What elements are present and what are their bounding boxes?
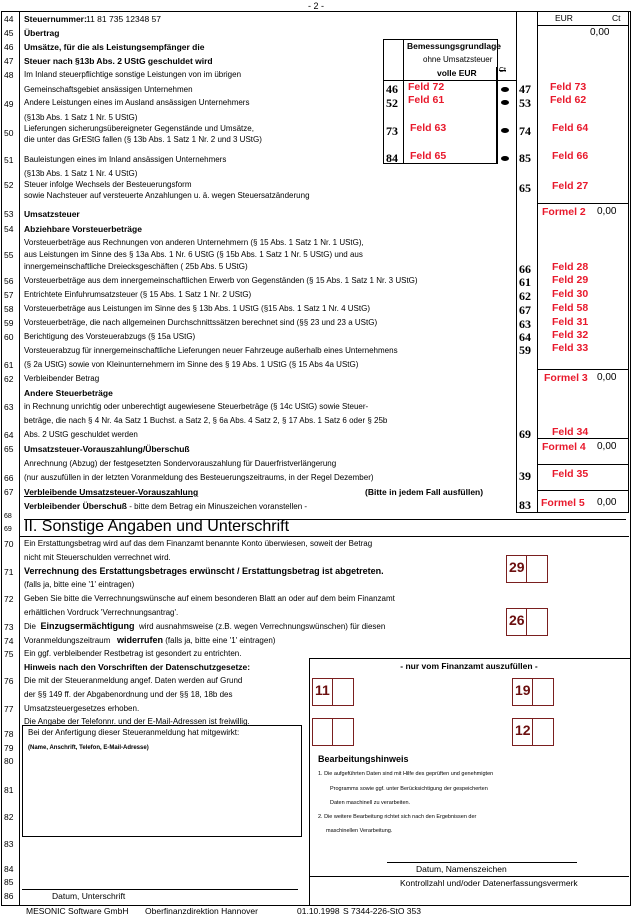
field-27[interactable]: Feld 27 <box>552 180 589 192</box>
line-number: 65 <box>4 444 14 454</box>
row-48-text: Im Inland steuerpflichtige sonstige Leistungen von im übrigen <box>24 70 242 79</box>
field-72[interactable]: Feld 72 <box>408 81 445 93</box>
row-72-text2: erhältlichen Vordruck 'Verrechnungsantrag'. <box>24 608 179 617</box>
line-number: 79 <box>4 743 14 753</box>
bearbeitung-note-2b: maschinellen Verarbeitung. <box>326 828 393 834</box>
box-divider <box>526 609 527 635</box>
bearbeitung-note-1: 1. Die aufgeführten Daten sind mit Hilfe des geprüften und genehmigten <box>318 771 494 777</box>
row-53-text: Umsatzsteuer <box>24 209 80 219</box>
field-35[interactable]: Feld 35 <box>552 468 589 480</box>
field-code: 62 <box>519 289 531 303</box>
field-32[interactable]: Feld 32 <box>552 329 589 341</box>
footer-form-code: S 7344-226-StO 353 <box>343 906 421 916</box>
line-number: 71 <box>4 567 14 577</box>
line-number: 67 <box>4 487 14 497</box>
bearbeitung-note-2: 2. Die weitere Bearbeitung richtet sich nach den Ergebnissen der <box>318 814 477 820</box>
signature-line <box>22 889 298 890</box>
line-number: 48 <box>4 70 14 80</box>
field-65[interactable]: Feld 65 <box>410 150 447 162</box>
row-61-text: (§ 2a UStG) sowie von Kleinunternehmern im Sinne des § 19 Abs. 1 UStG (§ 15 Abs 4a UStG) <box>24 360 359 369</box>
bearbeitung-title: Bearbeitungshinweis <box>318 754 409 764</box>
row-76-text: Die mit der Steueranmeldung angef. Daten werden auf Grund <box>24 676 243 685</box>
row-73-rest: wird ausnahmsweise (z.B. wegen Verrechnungswünschen) für diesen <box>138 622 386 631</box>
line-number: 72 <box>4 594 14 604</box>
eur-header: EUR <box>555 13 573 23</box>
row-49-text: Andere Leistungen eines im Ausland ansässigen Unternehmers <box>24 98 250 107</box>
row-58-text: Vorsteuerbeträge aus Leistungen im Sinne des § 13b Abs. 1 UStG (§15 Abs. 1 Satz 1 Nr. 4 UStG) <box>24 304 370 313</box>
footer-date: 01.10.1998 <box>297 906 340 916</box>
formula-3: Formel 3 <box>544 372 588 384</box>
line-number: 84 <box>4 864 14 874</box>
row-74-text <box>24 635 275 645</box>
field-28[interactable]: Feld 28 <box>552 261 589 273</box>
field-code: 69 <box>519 427 531 441</box>
row-76-text2: der §§ 149 ff. der Abgabenordnung und der §§ 18, 18b des <box>24 690 233 699</box>
formula-2: Formel 2 <box>542 206 586 218</box>
finanzamt-title: - nur vom Finanzamt auszufüllen - <box>400 661 538 671</box>
einzugsermaechtigung-label: Einzugsermächtigung <box>40 621 135 631</box>
amount-column-right <box>628 11 629 512</box>
line-number-divider <box>19 11 20 905</box>
row-73-pre: Die <box>24 622 37 631</box>
widerrufen-label: widerrufen <box>116 635 163 645</box>
datenschutz-heading: Hinweis nach den Vorschriften der Datenschutzgesetze: <box>24 662 251 672</box>
row-67-text2 <box>24 501 307 511</box>
field-code: 53 <box>519 96 531 110</box>
row-46-text: Umsätze, für die als Leistungsempfänger die <box>24 42 205 52</box>
line-number: 66 <box>4 473 14 483</box>
field-code: 65 <box>519 181 531 195</box>
field-19-box[interactable] <box>512 678 554 706</box>
row-50-text: Lieferungen sicherungsübereigneter Gegenstände und Umsätze, <box>24 124 254 133</box>
box-divider <box>332 679 333 705</box>
bemessung-header-line <box>383 80 517 81</box>
box-code: 26 <box>509 612 525 628</box>
field-58[interactable]: Feld 58 <box>552 302 589 314</box>
line-number: 54 <box>4 224 14 234</box>
row-70-text: Ein Erstattungsbetrag wird auf das dem Finanzamt benannte Konto überwiesen, soweit der Betrag <box>24 539 373 548</box>
line-number: 75 <box>4 649 14 659</box>
bearbeitung-note-1c: Daten maschinell zu verarbeiten. <box>330 800 411 806</box>
row-49-text2: (§13b Abs. 1 Satz 1 Nr. 5 UStG) <box>24 113 138 122</box>
row-77-text2: Die Angabe der Telefonnr. und der E-Mail-Adressen ist freiwillig. <box>24 717 250 726</box>
section-title: II. Sonstige Angaben und Unterschrift <box>24 518 290 535</box>
field-code: 52 <box>386 96 398 110</box>
mitwirkung-box[interactable] <box>22 725 302 837</box>
field-code: 47 <box>519 82 531 96</box>
line-number: 76 <box>4 676 14 686</box>
line-number: 77 <box>4 704 14 714</box>
field-29[interactable]: Feld 29 <box>552 274 589 286</box>
field-code: 63 <box>519 317 531 331</box>
row-65-text: Umsatzsteuer-Vorauszahlung/Überschuß <box>24 444 190 454</box>
row-63-text2: beträge, die nach § 4 Nr. 4a Satz 1 Buchst. a Satz 2, § 6a Abs. 4 Satz 2, § 17 Abs. 1 Satz 6 oder § 25b <box>24 416 388 425</box>
line-number: 83 <box>4 839 14 849</box>
line-number: 63 <box>4 402 14 412</box>
row-52-text: Steuer infolge Wechsels der Besteuerungsform <box>24 180 192 189</box>
box-divider <box>526 556 527 582</box>
field-code: 64 <box>519 330 531 344</box>
field-66[interactable]: Feld 66 <box>552 150 589 162</box>
line-number: 57 <box>4 290 14 300</box>
line-number: 70 <box>4 539 14 549</box>
footer-company: MESONIC Software GmbH <box>26 906 129 916</box>
row-70-text2: nicht mit Steuerschulden verrechnet wird. <box>24 553 171 562</box>
row-51-text: Bauleistungen eines im Inland ansässigen Unternehmers <box>24 155 227 164</box>
line-number: 56 <box>4 276 14 286</box>
line-number: 60 <box>4 332 14 342</box>
field-code: 73 <box>386 124 398 138</box>
code-column-right <box>537 11 538 512</box>
line-number: 74 <box>4 636 14 646</box>
mitwirkung-hint: (Name, Anschrift, Telefon, E-Mail-Adresse) <box>28 745 149 751</box>
line-number: 47 <box>4 56 14 66</box>
ct-header: Ct <box>612 13 621 23</box>
row-55-text0: Vorsteuerbeträge aus Rechnungen von anderen Unternehmern (§ 15 Abs. 1 Satz 1 Nr. 1 UStG), <box>24 238 364 247</box>
kontrollzahl-label: Kontrollzahl und/oder Datenerfassungsvermerk <box>400 878 578 888</box>
amount-divider <box>537 438 629 439</box>
line-number: 78 <box>4 729 14 739</box>
field-34[interactable]: Feld 34 <box>552 426 589 438</box>
field-29-box[interactable] <box>506 555 548 583</box>
line-number: 86 <box>4 891 14 901</box>
amount-divider <box>537 464 629 465</box>
row-74-pre: Voranmeldungszeitraum <box>24 636 111 645</box>
decimal-dot-icon <box>501 100 509 105</box>
row-52-text2: sowie Nachsteuer auf versteuerte Anzahlungen u. ä. wegen Steuersatzänderung <box>24 191 310 200</box>
decimal-dot-icon <box>501 87 509 92</box>
line-number: 50 <box>4 128 14 138</box>
line-number: 81 <box>4 785 14 795</box>
field-33[interactable]: Feld 33 <box>552 342 589 354</box>
field-code: 67 <box>519 303 531 317</box>
section-divider <box>19 536 629 537</box>
uebertrag-value[interactable]: 0,00 <box>590 27 610 38</box>
row-47-text: Steuer nach §13b Abs. 2 UStG geschuldet wird <box>24 56 213 66</box>
row-67-text: Verbleibende Umsatzsteuer-Vorauszahlung <box>24 487 199 497</box>
line-number: 59 <box>4 318 14 328</box>
row-57-text: Entrichtete Einfuhrumsatzsteuer (§ 15 Abs. 1 Satz 1 Nr. 2 UStG) <box>24 290 252 299</box>
row-63-text: in Rechnung unrichtig oder unberechtigt augewiesene Steuerbeträge (§ 14c UStG) sowie Steuer- <box>24 402 369 411</box>
bemessung-code-divider <box>403 39 404 163</box>
field-30[interactable]: Feld 30 <box>552 288 589 300</box>
line-number: 58 <box>4 304 14 314</box>
kontrollzahl-line <box>309 876 629 877</box>
row-66-text0: Anrechnung (Abzug) der festgesetzten Sondervorauszahlung für Dauerfristverlängerung <box>24 459 337 468</box>
box-code: 29 <box>509 559 525 575</box>
line-number: 69 <box>4 526 12 533</box>
box-divider <box>532 719 533 745</box>
line-number: 62 <box>4 374 14 384</box>
row-72-text: Geben Sie bitte die Verrechnungswünsche auf einem besonderen Blatt an oder auf dem beim Finanzamt <box>24 594 395 603</box>
line-number: 80 <box>4 756 14 766</box>
formula-5: Formel 5 <box>541 497 585 509</box>
field-31[interactable]: Feld 31 <box>552 316 589 328</box>
row-67-note: (Bitte in jedem Fall ausfüllen) <box>365 487 484 497</box>
box-divider <box>532 679 533 705</box>
row-74-rest: (falls ja, bitte eine '1' eintragen) <box>165 636 276 645</box>
box-divider <box>332 719 333 745</box>
ueberschuss-label: Verbleibender Überschuß <box>24 501 127 511</box>
field-code: 46 <box>386 82 398 96</box>
row-66-text: (nur auszufüllen in der letzten Voranmeldung des Besteuerungszeitraums, in der Regel Dezember) <box>24 473 374 482</box>
verbleibender-betrag-value: 0,00 <box>597 372 617 383</box>
row-62-text: Verbleibender Betrag <box>24 374 100 383</box>
amount-divider <box>537 203 629 204</box>
decimal-dot-icon <box>501 156 509 161</box>
row-54-text: Abziehbare Vorsteuerbeträge <box>24 224 142 234</box>
signature-label: Datum, Unterschrift <box>52 891 126 901</box>
row-71-text2: (falls ja, bitte eine '1' eintragen) <box>24 580 135 589</box>
line-number: 53 <box>4 209 14 219</box>
row-61-text0: Vorsteuerabzug für innergemeinschaftliche Lieferungen neuer Fahrzeuge außerhalb eines Unternehmens <box>24 346 398 355</box>
decimal-dot-icon <box>501 128 509 133</box>
ueberschuss-value: 0,00 <box>597 497 617 508</box>
steuernummer-label: Steuernummer: <box>24 14 87 24</box>
field-62[interactable]: Feld 62 <box>550 94 587 106</box>
box-code: 19 <box>515 682 531 698</box>
bemessung-title: Bemessungsgrundlage <box>407 41 501 51</box>
line-number: 45 <box>4 28 14 38</box>
row-50-text2: die unter das GrEStG fallen (§ 13b Abs. 1 Satz 1 Nr. 2 und 3 UStG) <box>24 135 262 144</box>
row-71-text: Verrechnung des Erstattungsbetrages erwünscht / Erstattungsbetrag ist abgetreten. <box>24 566 384 576</box>
row-60-text: Berichtigung des Vorsteuerabzugs (§ 15a UStG) <box>24 332 196 341</box>
row-48-text2: Gemeinschaftsgebiet ansässigen Unternehmen <box>24 85 193 94</box>
row-55-text: aus Leistungen im Sinne des § 13a Abs. 1 Nr. 6 UStG (§ 15b Abs. 1 Satz 1 Nr. 5 UStG) und aus <box>24 250 363 259</box>
field-11-box[interactable] <box>312 678 354 706</box>
field-code: 61 <box>519 275 531 289</box>
field-73[interactable]: Feld 73 <box>550 81 587 93</box>
row-77-text: Umsatzsteuergesetzes erhoben. <box>24 704 140 713</box>
line-number: 73 <box>4 622 14 632</box>
field-26-box[interactable] <box>506 608 548 636</box>
row-55-text2: innergemeinschaftliche Dreiecksgeschäften ( 25b Abs. 5 UStG) <box>24 262 248 271</box>
line-number: 52 <box>4 180 14 190</box>
andere-steuerbetraege-heading: Andere Steuerbeträge <box>24 388 113 398</box>
amount-bottom-line <box>516 512 629 513</box>
blank-box[interactable] <box>312 718 354 746</box>
field-code: 39 <box>519 469 531 483</box>
line-number: 85 <box>4 877 14 887</box>
field-61[interactable]: Feld 61 <box>408 94 445 106</box>
steuernummer-value: 11 81 735 12348 57 <box>86 14 161 24</box>
amount-header-line <box>537 25 629 26</box>
code-column-left <box>516 490 517 512</box>
bearbeitung-note-1b: Programms sowie ggf. unter Berücksichtigung der gespeicherten <box>330 786 488 792</box>
row-75-text: Ein ggf. verbleibender Restbetrag ist gesondert zu entrichten. <box>24 649 242 658</box>
namenszeichen-line <box>387 862 577 863</box>
field-code: 59 <box>519 343 531 357</box>
page-number: - 2 - <box>307 1 324 11</box>
bemessung-volle-eur: volle EUR <box>437 68 477 78</box>
line-number: 64 <box>4 430 14 440</box>
umsatzsteuer-value: 0,00 <box>597 206 617 217</box>
row-51-text2: (§13b Abs. 1 Satz 1 Nr. 4 UStG) <box>24 169 138 178</box>
row-59-text: Vorsteuerbeträge, die nach allgemeinen Durchschnittssätzen berechnet sind (§§ 23 und 23 a UStG) <box>24 318 378 327</box>
line-number: 46 <box>4 42 14 52</box>
field-code: 74 <box>519 124 531 138</box>
line-number: 49 <box>4 99 14 109</box>
vorauszahlung-value: 0,00 <box>597 441 617 452</box>
line-number: 61 <box>4 360 14 370</box>
row-64-text: Abs. 2 UStG geschuldet werden <box>24 430 138 439</box>
line-number: 68 <box>4 513 12 520</box>
amount-divider <box>537 490 629 491</box>
row-56-text: Vorsteuerbeträge aus dem innergemeinschaftlichen Erwerb von Gegenständen (§ 15 Abs. 1 Satz 1 Nr. 3 UStG) <box>24 276 418 285</box>
amount-divider <box>537 369 629 370</box>
line-number: 51 <box>4 155 14 165</box>
field-code: 83 <box>519 498 531 512</box>
namenszeichen-label: Datum, Namenszeichen <box>416 864 507 874</box>
bemessung-ct-divider <box>496 67 497 163</box>
box-code: 12 <box>515 722 531 738</box>
formula-4: Formel 4 <box>542 441 586 453</box>
field-code: 66 <box>519 262 531 276</box>
line-number: 55 <box>4 250 14 260</box>
line-number: 82 <box>4 812 14 822</box>
field-code: 85 <box>519 151 531 165</box>
field-code: 84 <box>386 151 398 165</box>
ueberschuss-note: - bitte dem Betrag ein Minuszeichen voranstellen - <box>126 502 308 511</box>
code-column-left <box>516 11 517 512</box>
bemessung-subtitle: ohne Umsatzsteuer <box>423 55 493 64</box>
row-73-text <box>24 621 385 631</box>
field-63[interactable]: Feld 63 <box>410 122 447 134</box>
box-code: 11 <box>315 682 330 698</box>
uebertrag-label: Übertrag <box>24 28 60 38</box>
field-64[interactable]: Feld 64 <box>552 122 589 134</box>
footer-authority: Oberfinanzdirektion Hannover <box>145 906 258 916</box>
cent-struck-icon: Ct <box>499 67 506 74</box>
line-number: 44 <box>4 14 14 24</box>
mitwirkung-label: Bei der Anfertigung dieser Steueranmeldung hat mitgewirkt: <box>28 728 240 737</box>
field-12-box[interactable] <box>512 718 554 746</box>
